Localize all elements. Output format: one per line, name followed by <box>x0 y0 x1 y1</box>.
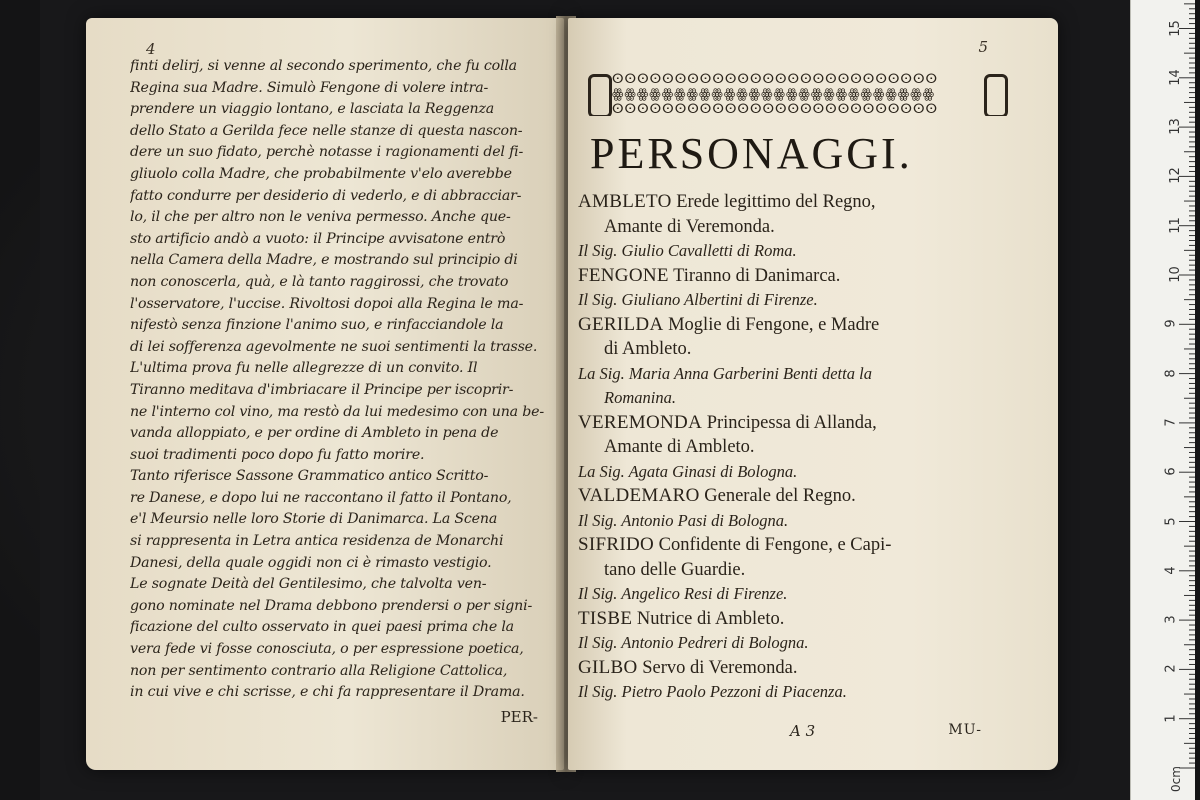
text-line: re Danese, e dopo lui ne raccontano il fatto il Pontano, <box>130 489 512 506</box>
ruler-ticks <box>1131 0 1195 800</box>
ornament-right-cap <box>984 74 1008 116</box>
performer-line: La Sig. Agata Ginasi di Bologna. <box>578 461 798 481</box>
ruler-number: 2 <box>1163 664 1179 674</box>
ruler-number: 8 <box>1163 368 1179 378</box>
text-line: nella Camera della Madre, e mostrando sul principio di <box>130 252 518 269</box>
headpiece-ornament: ⵙⵙⵙⵙⵙⵙⵙⵙⵙⵙⵙⵙⵙⵙⵙⵙⵙⵙⵙⵙⵙⵙⵙⵙⵙⵙ ꙮꙮꙮꙮꙮꙮꙮꙮꙮꙮꙮꙮꙮꙮꙮꙮꙮꙮꙮꙮꙮꙮꙮꙮꙮꙮ ⵙⵙⵙⵙⵙⵙⵙⵙⵙⵙⵙⵙⵙⵙⵙⵙⵙⵙⵙⵙⵙⵙⵙⵙⵙⵙ <box>588 70 1008 116</box>
text-line: non conoscerla, quà, e là tanto raggirossi, che trovato <box>130 273 509 290</box>
character-entry <box>578 411 1028 436</box>
character-role-continued: tano delle Guardie. <box>604 559 746 580</box>
character-entry <box>578 190 1028 215</box>
character-entry <box>578 484 1028 509</box>
text-line: Danesi, della quale oggidi non ci è rimasto vestigio. <box>130 554 492 571</box>
text-line: fatto condurre per desiderio di vederlo, e di abbracciar- <box>130 187 522 204</box>
performer-line: Il Sig. Angelico Resi di Firenze. <box>578 584 788 603</box>
left-catchword: PER- <box>500 708 538 726</box>
text-line: in cui vive e chi scrisse, e chi fa rappresentare il Drama. <box>130 684 525 701</box>
page-title: PERSONAGGI. <box>590 129 913 178</box>
character-role: Servo di Veremonda. <box>642 657 798 678</box>
character-name: FENGONE <box>578 264 669 286</box>
ruler-number: 5 <box>1163 516 1179 526</box>
character-entry <box>578 264 1028 289</box>
text-line: prendere un viaggio lontano, e lasciata la Reggenza <box>130 101 494 118</box>
signature-mark: A 3 <box>790 722 816 740</box>
text-line: di lei sofferenza agevolmente ne suoi sentimenti la trasse. <box>130 338 538 355</box>
text-line: nifestò senza finzione l'animo suo, e rinfacciandole la <box>130 317 504 334</box>
character-role: Nutrice di Ambleto. <box>636 608 785 629</box>
text-line: vanda alloppiato, e per ordine di Ambleto in pena de <box>130 425 499 442</box>
character-name: SIFRIDO <box>578 534 655 555</box>
text-line: lo, il che per altro non le veniva permesso. Anche que- <box>130 209 511 226</box>
performer-line: Il Sig. Antonio Pasi di Bologna. <box>578 510 789 530</box>
text-line: L'ultima prova fu nelle allegrezze di un convito. Il <box>130 360 478 377</box>
measurement-ruler <box>1130 0 1195 800</box>
ruler-number: 14 <box>1167 69 1183 86</box>
left-page-number: 4 <box>146 40 156 58</box>
character-role: Tiranno di Danimarca. <box>673 265 841 286</box>
character-entry <box>578 533 1028 558</box>
character-name: GERILDA <box>578 313 664 335</box>
ruler-number: 9 <box>1163 319 1179 328</box>
performer-line: Romanina. <box>604 388 676 407</box>
ruler-number: 7 <box>1163 418 1179 427</box>
right-page <box>568 18 1058 770</box>
character-role: Principessa di Allanda, <box>706 412 877 433</box>
character-name: AMBLETO <box>578 191 672 212</box>
character-entry <box>578 313 1028 338</box>
character-name: VEREMONDA <box>578 411 703 433</box>
character-name: GILBO <box>578 656 638 678</box>
character-name: TISBE <box>578 607 633 629</box>
ruler-number: 3 <box>1163 615 1179 624</box>
ruler-unit-label: 0cm <box>1168 766 1183 792</box>
performer-line: Il Sig. Giuliano Albertini di Firenze. <box>578 290 818 309</box>
right-catchword: MU- <box>948 722 982 738</box>
text-line: si rappresenta in Letra antica residenza de Monarchi <box>130 533 504 550</box>
ruler-number: 10 <box>1167 266 1183 283</box>
character-name: VALDEMARO <box>578 485 700 506</box>
ornament-left-cap <box>588 74 612 116</box>
character-entry <box>578 607 1028 632</box>
character-role-continued: Amante di Ambleto. <box>604 437 755 457</box>
left-page <box>86 18 564 770</box>
text-line: dere un suo fidato, perchè notasse i ragionamenti del fi- <box>130 144 524 161</box>
text-line: dello Stato a Gerilda fece nelle stanze di questa nascon- <box>130 122 523 139</box>
text-line: Tanto riferisce Sassone Grammatico antico Scritto- <box>130 468 489 485</box>
character-role: Moglie di Fengone, e Madre <box>668 314 880 335</box>
character-role-continued: Amante di Veremonda. <box>604 216 775 237</box>
ruler-number: 11 <box>1167 216 1183 234</box>
text-line: finti delirj, si venne al secondo sperimento, che fu colla <box>130 58 517 74</box>
text-line: Le sognate Deità del Gentilesimo, che talvolta ven- <box>130 576 487 593</box>
text-line: Tiranno meditava d'imbriacare il Principe per iscoprir- <box>130 381 514 398</box>
character-role: Generale del Regno. <box>704 486 856 506</box>
performer-line: Il Sig. Pietro Paolo Pezzoni di Piacenza. <box>578 682 847 701</box>
character-role: Erede legittimo del Regno, <box>676 192 876 212</box>
text-line: Regina sua Madre. Simulò Fengone di volere intra- <box>130 79 489 96</box>
right-page-number: 5 <box>978 38 988 56</box>
performer-line: Il Sig. Giulio Cavalletti di Roma. <box>578 241 797 260</box>
character-role-continued: di Ambleto. <box>604 339 692 359</box>
text-line: vera fede vi fosse conosciuta, o per espressione poetica, <box>130 641 524 658</box>
ruler-number: 4 <box>1163 566 1179 575</box>
text-line: e'l Meursio nelle loro Storie di Danimarca. La Scena <box>130 511 498 528</box>
performer-line: Il Sig. Antonio Pedreri di Bologna. <box>578 633 809 652</box>
text-line: suoi tradimenti poco dopo fu fatto morire. <box>130 446 425 463</box>
cast-list <box>578 190 1028 705</box>
text-line: ne l'interno col vino, ma restò da lui medesimo con una be- <box>130 403 544 420</box>
character-entry <box>578 656 1028 681</box>
ruler-number: 15 <box>1167 19 1183 37</box>
left-page-text <box>130 56 548 704</box>
character-role: Confidente di Fengone, e Capi- <box>658 535 892 555</box>
text-line: non per sentimento contrario alla Religione Cattolica, <box>130 662 508 679</box>
text-line: sto artificio andò a vuoto: il Principe avvisatone entrò <box>130 230 506 247</box>
ruler-number: 1 <box>1163 714 1179 723</box>
performer-line: La Sig. Maria Anna Garberini Benti detta la <box>578 363 872 383</box>
text-line: l'osservatore, l'uccise. Rivoltosi dopoi alla Regina le ma- <box>130 295 524 312</box>
text-line: ficazione del culto osservato in quei paesi prima che la <box>130 619 514 636</box>
ruler-number: 12 <box>1167 167 1183 185</box>
ruler-number: 13 <box>1167 118 1183 135</box>
text-line: gono nominate nel Drama debbono prendersi o per signi- <box>130 597 533 614</box>
text-line: gliuolo colla Madre, che probabilmente v'elo averebbe <box>130 165 512 182</box>
ruler-number: 6 <box>1163 467 1179 476</box>
